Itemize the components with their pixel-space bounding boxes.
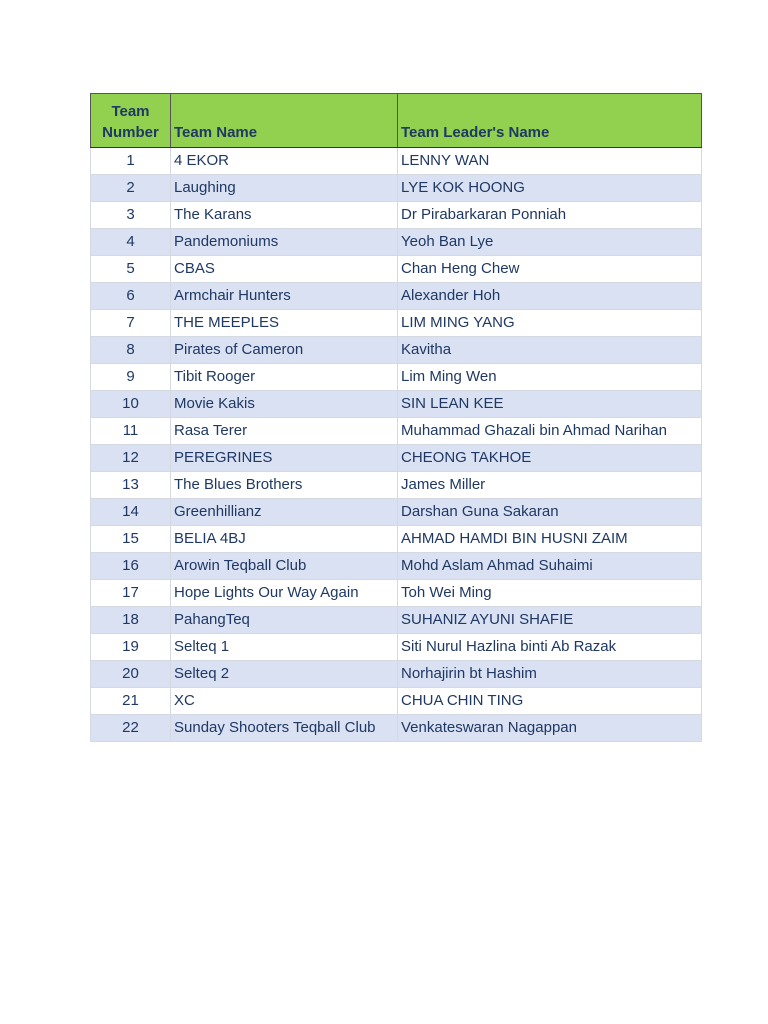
header-row (91, 94, 702, 148)
table-row (91, 499, 702, 526)
team-number-cell: 16 (91, 553, 171, 580)
team-leader-cell: Venkateswaran Nagappan (398, 715, 702, 742)
team-number-cell: 20 (91, 661, 171, 688)
table-row (91, 229, 702, 256)
team-leader-cell: James Miller (398, 472, 702, 499)
team-name-cell: Arowin Teqball Club (171, 553, 398, 580)
team-leader-cell: Kavitha (398, 337, 702, 364)
header-team-number-line1: Team (111, 103, 150, 120)
team-number-cell: 1 (91, 148, 171, 175)
team-number-cell: 13 (91, 472, 171, 499)
team-number-cell: 12 (91, 445, 171, 472)
team-number-cell: 17 (91, 580, 171, 607)
team-name-cell: The Karans (171, 202, 398, 229)
team-name-cell: PEREGRINES (171, 445, 398, 472)
team-name-cell: Movie Kakis (171, 391, 398, 418)
team-name-cell: 4 EKOR (171, 148, 398, 175)
team-name-cell: BELIA 4BJ (171, 526, 398, 553)
team-number-cell: 6 (91, 283, 171, 310)
team-leader-cell: Toh Wei Ming (398, 580, 702, 607)
table-row (91, 553, 702, 580)
table-row (91, 634, 702, 661)
table-body (91, 148, 702, 742)
team-leader-cell: Siti Nurul Hazlina binti Ab Razak (398, 634, 702, 661)
team-number-cell: 21 (91, 688, 171, 715)
table-row (91, 661, 702, 688)
header-team-leader: Team Leader's Name (398, 94, 702, 148)
table-row (91, 148, 702, 175)
team-leader-cell: AHMAD HAMDI BIN HUSNI ZAIM (398, 526, 702, 553)
team-name-cell: THE MEEPLES (171, 310, 398, 337)
team-leader-cell: Darshan Guna Sakaran (398, 499, 702, 526)
team-name-cell: Tibit Rooger (171, 364, 398, 391)
team-number-cell: 11 (91, 418, 171, 445)
team-number-cell: 5 (91, 256, 171, 283)
team-leader-cell: SIN LEAN KEE (398, 391, 702, 418)
team-number-cell: 9 (91, 364, 171, 391)
table-row (91, 715, 702, 742)
table-row (91, 526, 702, 553)
team-leader-cell: Alexander Hoh (398, 283, 702, 310)
table-row (91, 472, 702, 499)
team-number-cell: 8 (91, 337, 171, 364)
team-leader-cell: Lim Ming Wen (398, 364, 702, 391)
header-team-number (91, 94, 171, 148)
team-name-cell: Armchair Hunters (171, 283, 398, 310)
team-name-cell: PahangTeq (171, 607, 398, 634)
team-leader-cell: Mohd Aslam Ahmad Suhaimi (398, 553, 702, 580)
team-leader-cell: Muhammad Ghazali bin Ahmad Narihan (398, 418, 702, 445)
team-name-cell: Pirates of Cameron (171, 337, 398, 364)
table-row (91, 175, 702, 202)
team-leader-cell: SUHANIZ AYUNI SHAFIE (398, 607, 702, 634)
table-row (91, 256, 702, 283)
team-name-cell: Laughing (171, 175, 398, 202)
team-leader-cell: Yeoh Ban Lye (398, 229, 702, 256)
header-team-number-line2: Number (102, 124, 159, 141)
table-row (91, 337, 702, 364)
team-number-cell: 10 (91, 391, 171, 418)
table-row (91, 391, 702, 418)
header-team-name: Team Name (171, 94, 398, 148)
team-name-cell: XC (171, 688, 398, 715)
table-row (91, 283, 702, 310)
team-name-cell: Sunday Shooters Teqball Club (171, 715, 398, 742)
table-row (91, 445, 702, 472)
team-name-cell: The Blues Brothers (171, 472, 398, 499)
team-name-cell: Greenhillianz (171, 499, 398, 526)
team-name-cell: Selteq 1 (171, 634, 398, 661)
team-number-cell: 15 (91, 526, 171, 553)
team-number-cell: 2 (91, 175, 171, 202)
table-row (91, 607, 702, 634)
table-row (91, 364, 702, 391)
team-number-cell: 18 (91, 607, 171, 634)
team-leader-cell: CHUA CHIN TING (398, 688, 702, 715)
team-number-cell: 19 (91, 634, 171, 661)
team-number-cell: 14 (91, 499, 171, 526)
team-leader-cell: Dr Pirabarkaran Ponniah (398, 202, 702, 229)
team-leader-cell: CHEONG TAKHOE (398, 445, 702, 472)
team-leader-cell: LIM MING YANG (398, 310, 702, 337)
table-header (91, 94, 702, 148)
team-name-cell: Pandemoniums (171, 229, 398, 256)
team-leader-cell: LENNY WAN (398, 148, 702, 175)
team-name-cell: Selteq 2 (171, 661, 398, 688)
teams-table (90, 93, 702, 742)
team-number-cell: 4 (91, 229, 171, 256)
team-number-cell: 3 (91, 202, 171, 229)
team-name-cell: Rasa Terer (171, 418, 398, 445)
team-leader-cell: Chan Heng Chew (398, 256, 702, 283)
team-number-cell: 7 (91, 310, 171, 337)
team-name-cell: CBAS (171, 256, 398, 283)
team-leader-cell: LYE KOK HOONG (398, 175, 702, 202)
table-row (91, 202, 702, 229)
table-row (91, 418, 702, 445)
team-name-cell: Hope Lights Our Way Again (171, 580, 398, 607)
team-leader-cell: Norhajirin bt Hashim (398, 661, 702, 688)
table-row (91, 310, 702, 337)
table-row (91, 580, 702, 607)
table-row (91, 688, 702, 715)
team-number-cell: 22 (91, 715, 171, 742)
